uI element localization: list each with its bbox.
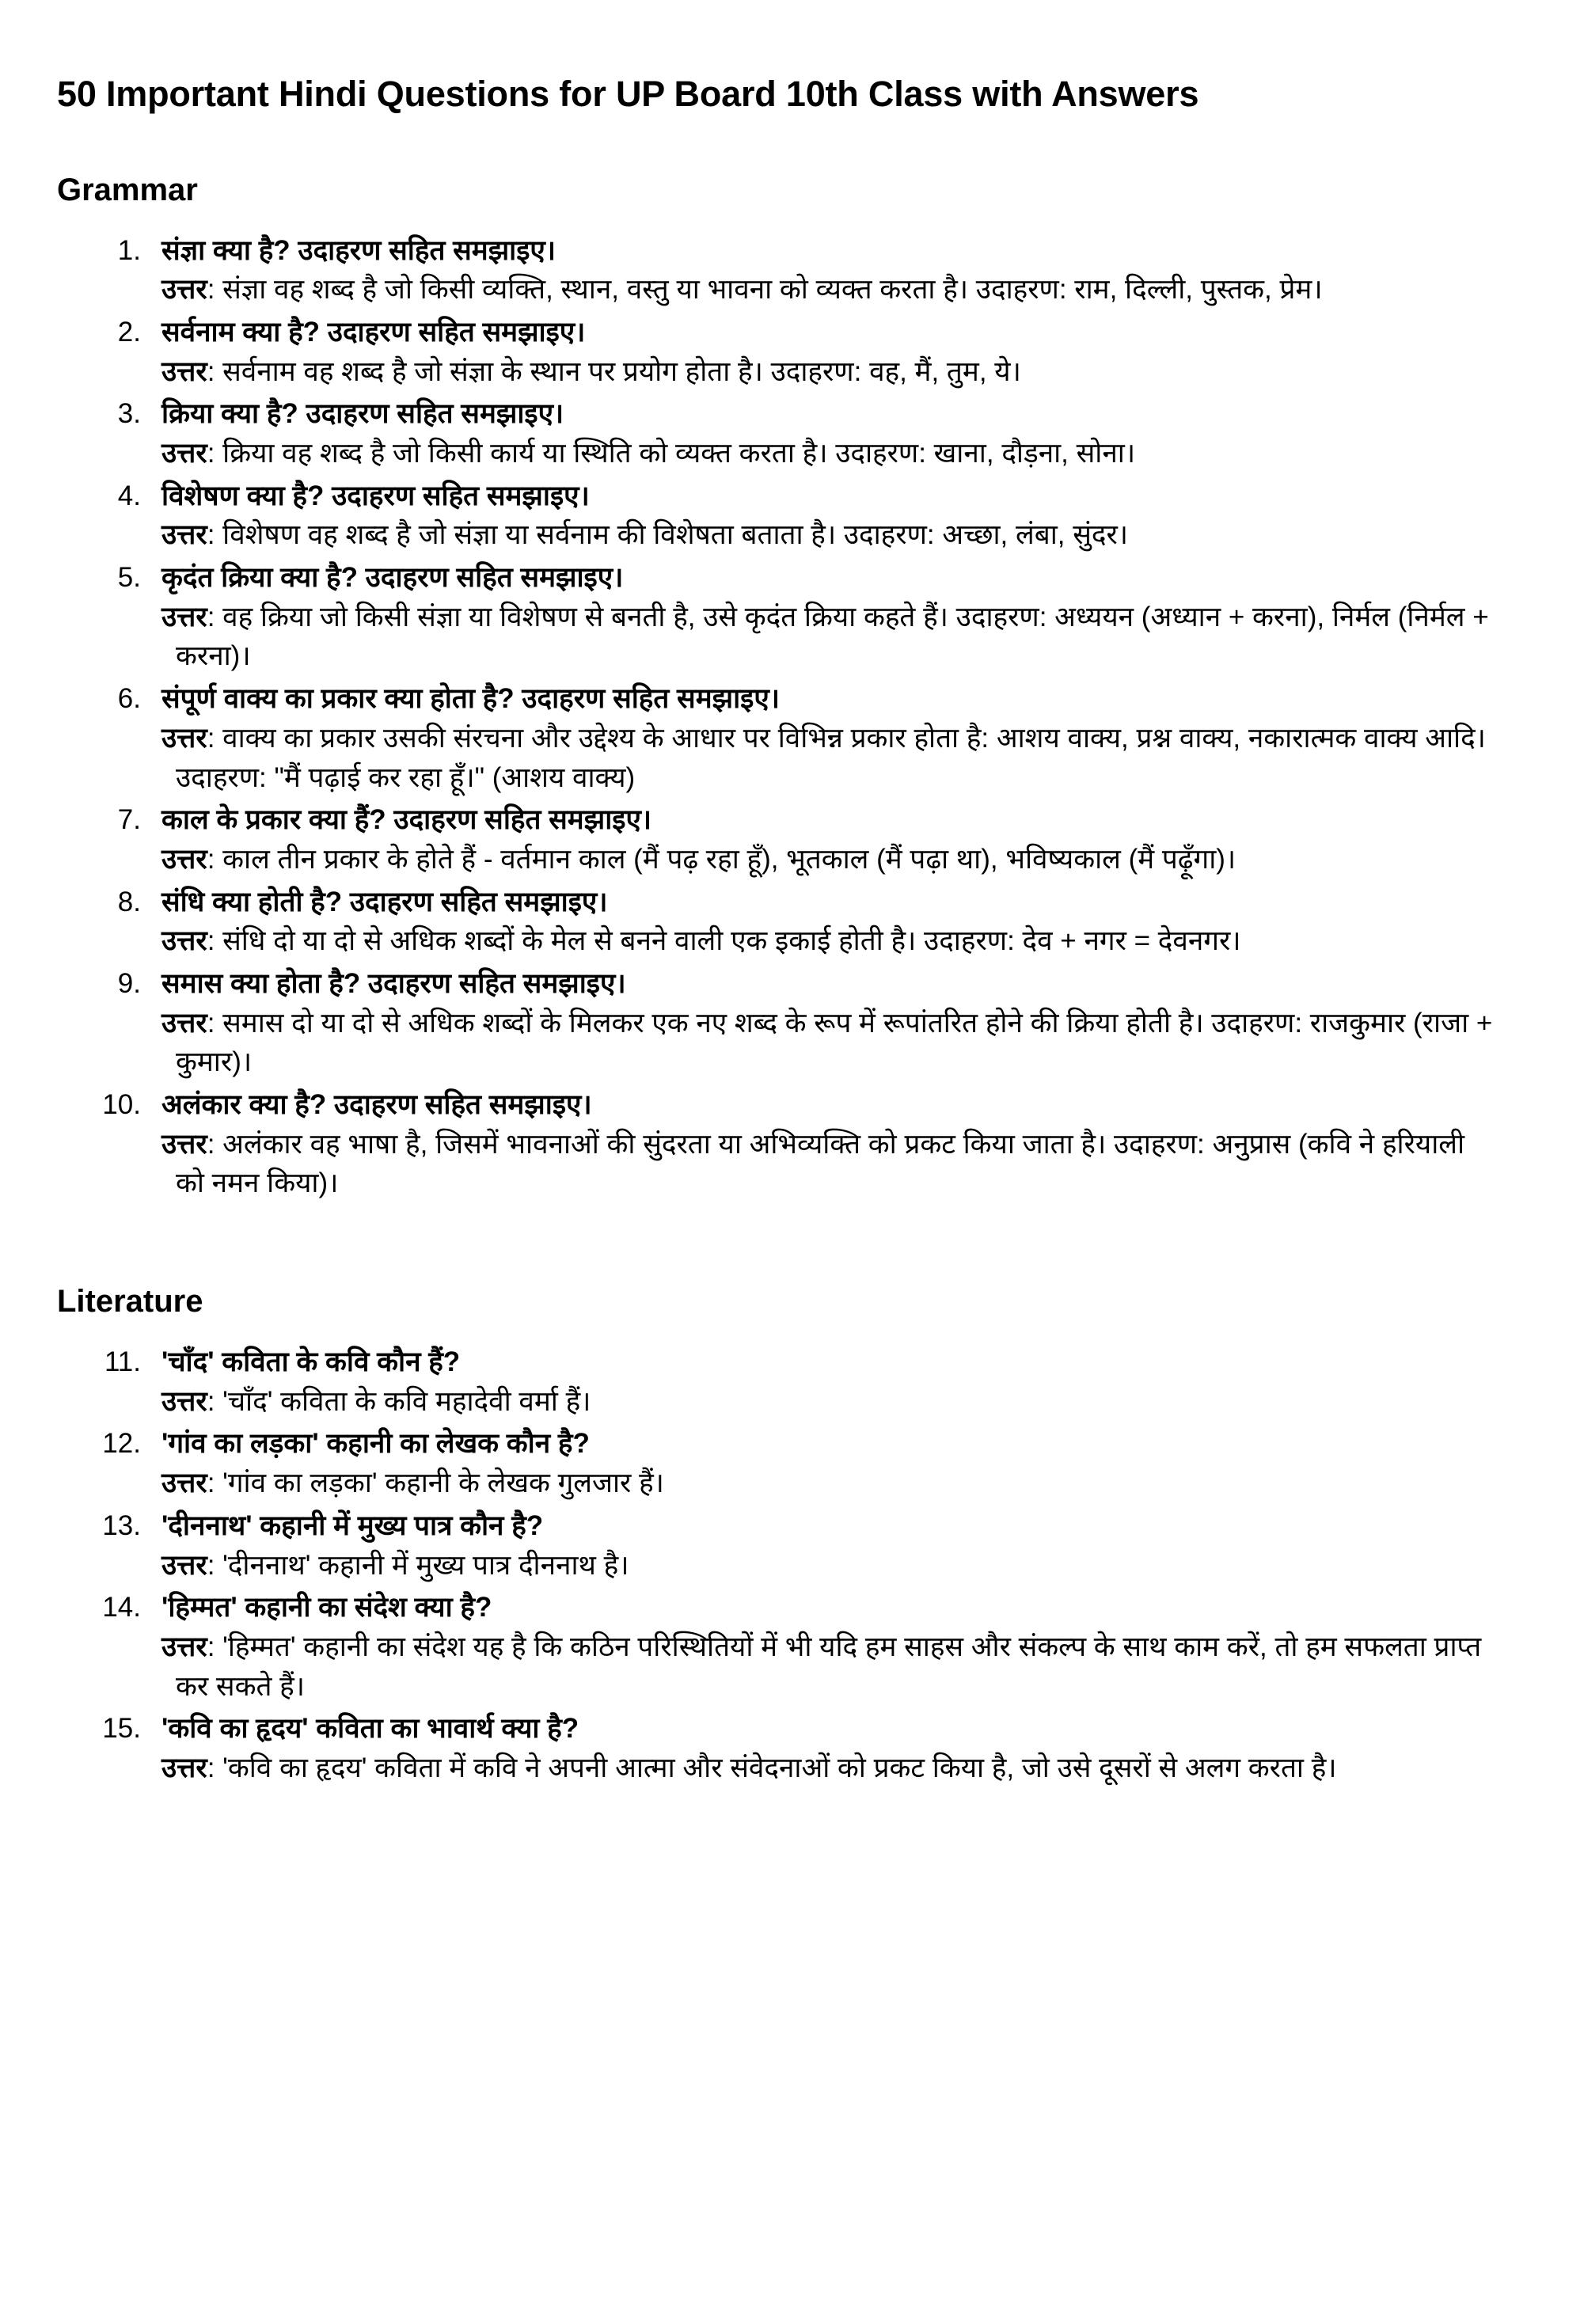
- answer-separator: :: [207, 843, 223, 875]
- answer-separator: :: [207, 1549, 223, 1581]
- qa-question: विशेषण क्या है? उदाहरण सहित समझाइए।: [161, 480, 590, 511]
- qa-question: 'कवि का हृदय' कविता का भावार्थ क्या है?: [161, 1713, 579, 1745]
- answer-label: उत्तर: [161, 438, 207, 469]
- answer-text: 'चाँद' कविता के कवि महादेवी वर्मा हैं।: [222, 1385, 591, 1417]
- qa-question: क्रिया क्या है? उदाहरण सहित समझाइए।: [161, 398, 564, 430]
- answer-text: संधि दो या दो से अधिक शब्दों के मेल से बनने वाली एक इकाई होती है। उदाहरण: देव + नगर = देवनगर।: [222, 925, 1241, 957]
- answer-separator: :: [207, 925, 223, 957]
- answer-text: 'गांव का लड़का' कहानी के लेखक गुलजार हैं।: [222, 1468, 664, 1499]
- qa-question: 'हिम्मत' कहानी का संदेश क्या है?: [161, 1592, 492, 1623]
- qa-item: [57, 800, 1499, 879]
- qa-number: 4.: [117, 480, 141, 511]
- qa-number: 2.: [117, 316, 141, 347]
- qa-item: [57, 394, 1499, 473]
- answer-separator: :: [207, 1007, 223, 1039]
- section-heading-literature: Literature: [57, 1284, 203, 1320]
- answer-separator: :: [207, 519, 223, 551]
- qa-answer: [161, 352, 1499, 392]
- qa-number: 11.: [104, 1346, 141, 1378]
- qa-number: 10.: [102, 1089, 141, 1121]
- answer-label: उत्तर: [161, 1549, 207, 1581]
- answer-text: सर्वनाम वह शब्द है जो संज्ञा के स्थान पर प्रयोग होता है। उदाहरण: वह, मैं, तुम, ये।: [222, 355, 1021, 387]
- sections-container: [57, 169, 1499, 1788]
- qa-item: [57, 883, 1499, 961]
- answer-label: उत्तर: [161, 601, 207, 632]
- qa-number: 3.: [117, 398, 141, 430]
- qa-answer: [161, 515, 1499, 555]
- answer-separator: :: [207, 1631, 223, 1662]
- answer-label: उत्तर: [161, 1007, 207, 1039]
- answer-text: अलंकार वह भाषा है, जिसमें भावनाओं की सुंदरता या अभिव्यक्ति को प्रकट किया जाता है। उदाहरण: अनुप्रास (कवि ने हरियाली को नमन किया)।: [176, 1128, 1465, 1199]
- qa-answer: [161, 840, 1499, 879]
- answer-text: विशेषण वह शब्द है जो संज्ञा या सर्वनाम की विशेषता बताता है। उदाहरण: अच्छा, लंबा, सुंदर।: [222, 519, 1129, 551]
- answer-label: उत्तर: [161, 925, 207, 957]
- answer-label: उत्तर: [161, 1752, 207, 1783]
- answer-label: उत्तर: [161, 843, 207, 875]
- qa-number: 6.: [117, 683, 141, 715]
- qa-item: [57, 231, 1499, 309]
- qa-question: संज्ञा क्या है? उदाहरण सहित समझाइए।: [161, 234, 556, 266]
- qa-item: [57, 679, 1499, 797]
- qa-question: समास क्या होता है? उदाहरण सहित समझाइए।: [161, 967, 626, 999]
- qa-question: कृदंत क्रिया क्या है? उदाहरण सहित समझाइए।: [161, 562, 624, 594]
- answer-label: उत्तर: [161, 1385, 207, 1417]
- qa-number: 13.: [102, 1509, 141, 1541]
- answer-separator: :: [207, 1752, 223, 1783]
- answer-text: समास दो या दो से अधिक शब्दों के मिलकर एक नए शब्द के रूप में रूपांतरित होने की क्रिया होती है। उदाहरण: राजकुमार (राजा + कुमार)।: [176, 1007, 1493, 1078]
- qa-item: [57, 1085, 1499, 1203]
- qa-answer: [161, 1382, 1499, 1422]
- section-heading-grammar: Grammar: [57, 172, 198, 207]
- qa-item: [57, 313, 1499, 391]
- answer-text: वह क्रिया जो किसी संज्ञा या विशेषण से बनती है, उसे कृदंत क्रिया कहते हैं। उदाहरण: अध्ययन (अध्यान + करना), निर्मल (निर्मल + करना)।: [176, 601, 1489, 672]
- qa-number: 1.: [117, 234, 141, 266]
- qa-item: [57, 1588, 1499, 1706]
- qa-answer: [161, 1004, 1499, 1082]
- answer-separator: :: [207, 438, 223, 469]
- page-title: 50 Important Hindi Questions for UP Board 10th Class with Answers: [57, 74, 1199, 114]
- qa-question: 'चाँद' कविता के कवि कौन हैं?: [161, 1346, 461, 1378]
- answer-text: काल तीन प्रकार के होते हैं - वर्तमान काल (मैं पढ़ रहा हूँ), भूतकाल (मैं पढ़ा था), भविष्यकाल (मैं पढ़ूँगा)।: [222, 843, 1236, 875]
- qa-question: अलंकार क्या है? उदाहरण सहित समझाइए।: [161, 1089, 592, 1121]
- answer-label: उत्तर: [161, 722, 207, 754]
- qa-answer: [161, 434, 1499, 473]
- qa-item: [57, 1709, 1499, 1787]
- answer-text: 'दीननाथ' कहानी में मुख्य पात्र दीननाथ है।: [222, 1549, 629, 1581]
- answer-text: क्रिया वह शब्द है जो किसी कार्य या स्थिति को व्यक्त करता है। उदाहरण: खाना, दौड़ना, सोना।: [222, 438, 1136, 469]
- answer-label: उत्तर: [161, 1468, 207, 1499]
- answer-separator: :: [207, 722, 223, 754]
- qa-question: काल के प्रकार क्या हैं? उदाहरण सहित समझाइए।: [161, 804, 652, 836]
- qa-number: 9.: [117, 967, 141, 999]
- qa-question: सर्वनाम क्या है? उदाहरण सहित समझाइए।: [161, 316, 586, 347]
- qa-answer: [161, 1125, 1499, 1203]
- qa-answer: [161, 1464, 1499, 1503]
- qa-number: 5.: [117, 562, 141, 594]
- qa-number: 7.: [117, 804, 141, 836]
- answer-separator: :: [207, 1385, 223, 1417]
- qa-item: [57, 477, 1499, 555]
- answer-text: 'हिम्मत' कहानी का संदेश यह है कि कठिन परिस्थितियों में भी यदि हम साहस और संकल्प के साथ काम करें, तो हम सफलता प्राप्त कर सकते हैं।: [176, 1631, 1482, 1702]
- qa-list-literature: [57, 1342, 1499, 1788]
- qa-answer: [161, 1627, 1499, 1706]
- qa-item: [57, 558, 1499, 676]
- qa-number: 14.: [102, 1592, 141, 1623]
- answer-label: उत्तर: [161, 519, 207, 551]
- qa-number: 8.: [117, 886, 141, 917]
- answer-text: संज्ञा वह शब्द है जो किसी व्यक्ति, स्थान, वस्तु या भावना को व्यक्त करता है। उदाहरण: राम, दिल्ली, पुस्तक, प्रेम।: [222, 274, 1323, 306]
- answer-separator: :: [207, 1468, 223, 1499]
- qa-list-grammar: [57, 231, 1499, 1204]
- qa-answer: [161, 1749, 1499, 1788]
- answer-separator: :: [207, 355, 223, 387]
- qa-answer: [161, 1546, 1499, 1585]
- answer-label: उत्तर: [161, 1631, 207, 1662]
- qa-number: 12.: [102, 1428, 141, 1460]
- qa-answer: [161, 598, 1499, 676]
- qa-item: [57, 1506, 1499, 1585]
- qa-answer: [161, 921, 1499, 961]
- answer-separator: :: [207, 601, 223, 632]
- qa-number: 15.: [102, 1713, 141, 1745]
- qa-item: [57, 964, 1499, 1082]
- qa-answer: [161, 719, 1499, 797]
- answer-label: उत्तर: [161, 1128, 207, 1160]
- qa-question: संपूर्ण वाक्य का प्रकार क्या होता है? उदाहरण सहित समझाइए।: [161, 683, 780, 715]
- answer-label: उत्तर: [161, 274, 207, 306]
- qa-question: 'गांव का लड़का' कहानी का लेखक कौन है?: [161, 1428, 590, 1460]
- qa-item: [57, 1342, 1499, 1421]
- answer-label: उत्तर: [161, 355, 207, 387]
- answer-separator: :: [207, 1128, 223, 1160]
- qa-question: संधि क्या होती है? उदाहरण सहित समझाइए।: [161, 886, 608, 917]
- answer-text: 'कवि का हृदय' कविता में कवि ने अपनी आत्मा और संवेदनाओं को प्रकट किया है, जो उसे दूसरों से अलग करता है।: [222, 1752, 1337, 1783]
- qa-item: [57, 1424, 1499, 1502]
- qa-question: 'दीननाथ' कहानी में मुख्य पात्र कौन है?: [161, 1509, 544, 1541]
- answer-separator: :: [207, 274, 223, 306]
- qa-answer: [161, 270, 1499, 309]
- answer-text: वाक्य का प्रकार उसकी संरचना और उद्देश्य के आधार पर विभिन्न प्रकार होता है: आशय वाक्य, प्रश्न वाक्य, नकारात्मक वाक्य आदि। उदाहरण: "मैं पढ़ाई कर रहा हूँ।" (आशय वाक्य): [176, 722, 1486, 793]
